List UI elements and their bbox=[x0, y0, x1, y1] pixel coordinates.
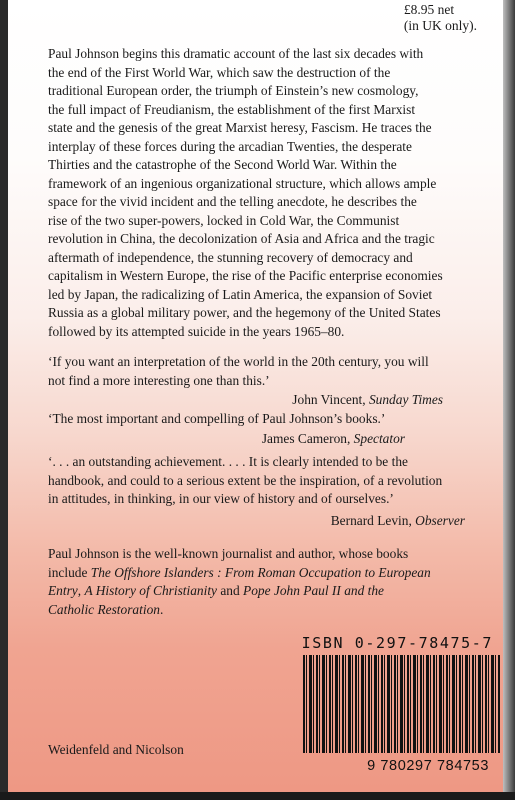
barcode-image bbox=[303, 655, 501, 753]
bio-line bbox=[48, 582, 488, 601]
quote-line: handbook, and could to a serious extent be the inspiration, of a revolution bbox=[48, 472, 443, 488]
price-region: (in UK only). bbox=[403, 18, 477, 33]
book-back-cover bbox=[8, 0, 503, 792]
price-label bbox=[404, 2, 477, 34]
quote-line: ‘The most important and compelling of Paul Johnson’s books.’ bbox=[48, 411, 386, 426]
blurb-line: Thirties and the catastrophe of the Second World War. Within the bbox=[48, 157, 397, 172]
blurb-line: framework of an ingenious organizational structure, which allows ample bbox=[48, 175, 437, 191]
blurb-paragraph bbox=[48, 45, 488, 341]
bio-text: and bbox=[217, 583, 244, 598]
blurb-line: revolution in China, the decolonization of Asia and Africa and the tragic bbox=[48, 231, 435, 246]
isbn-label: ISBN 0-297-78475-7 bbox=[301, 634, 493, 652]
price-amount: £8.95 net bbox=[403, 2, 455, 17]
blurb-line: Russia as a global military power, and the hegemony of the United States bbox=[48, 305, 441, 320]
book-title: The Offshore Islanders : From Roman Occupation to European bbox=[90, 564, 431, 580]
quote-line: not find a more interesting one than this.’ bbox=[48, 372, 270, 388]
blurb-line: interplay of these forces during the arcadian Twenties, the desperate bbox=[48, 138, 412, 154]
book-title: Catholic Restoration bbox=[48, 601, 160, 617]
quote-line: in attitudes, in thinking, in our view of history and of ourselves.’ bbox=[48, 491, 394, 506]
blurb-line: followed by its attempted suicide in the years 1965–80. bbox=[48, 323, 345, 339]
book-edge bbox=[503, 0, 515, 800]
quote-attribution bbox=[262, 430, 405, 448]
blurb-line: the end of the First World War, which saw the destruction of the bbox=[48, 64, 391, 80]
quote-attribution bbox=[292, 391, 443, 409]
quote-author: John Vincent, bbox=[292, 392, 369, 407]
book-title: A History of Christianity bbox=[84, 583, 218, 598]
book-title: Pope John Paul II and the bbox=[243, 583, 384, 598]
quote-source: Sunday Times bbox=[368, 392, 443, 407]
review-quote bbox=[48, 410, 488, 429]
blurb-line: Paul Johnson begins this dramatic account of the last six decades with bbox=[48, 46, 424, 61]
blurb-line: space for the vivid incident and the telling anecdote, he describes the bbox=[48, 194, 417, 209]
quote-author: James Cameron, bbox=[261, 431, 354, 446]
blurb-line: aftermath of independence, the stunning recovery of democracy and bbox=[48, 249, 413, 265]
quote-line: ‘. . . an outstanding achievement. . . . It is clearly intended to be the bbox=[48, 454, 408, 469]
bio-line: Paul Johnson is the well-known journalist and author, whose books bbox=[48, 546, 409, 561]
bio-text: include bbox=[48, 564, 91, 580]
blurb-line: capitalism in Western Europe, the rise of the Pacific enterprise economies bbox=[48, 268, 443, 283]
blurb-line: state and the genesis of the great Marxist heresy, Fascism. He traces the bbox=[48, 120, 432, 135]
book-edge bbox=[0, 792, 515, 800]
quote-source: Spectator bbox=[353, 431, 405, 446]
book-title: Entry bbox=[48, 583, 78, 598]
quote-line: ‘If you want an interpretation of the world in the 20th century, you will bbox=[48, 354, 429, 369]
blurb-line: the full impact of Freudianism, the establishment of the first Marxist bbox=[48, 101, 416, 117]
quote-author: Bernard Levin, bbox=[330, 513, 416, 528]
bio-text: , bbox=[77, 583, 85, 598]
blurb-line: led by Japan, the radicalizing of Latin America, the expansion of Soviet bbox=[48, 286, 433, 302]
bio-line bbox=[48, 601, 488, 620]
blurb-line: rise of the two super-powers, locked in Cold War, the Communist bbox=[48, 212, 400, 228]
quote-attribution bbox=[331, 512, 465, 530]
review-quote bbox=[48, 453, 488, 509]
publisher-name: Weidenfeld and Nicolson bbox=[48, 742, 184, 757]
bio-text: . bbox=[159, 601, 164, 617]
bio-line bbox=[48, 564, 488, 583]
quote-source: Observer bbox=[415, 513, 465, 528]
blurb-line: traditional European order, the triumph of Einstein’s new cosmology, bbox=[48, 83, 419, 98]
barcode-number: 9 780297 784753 bbox=[367, 758, 489, 774]
review-quote bbox=[48, 353, 488, 390]
author-bio bbox=[48, 545, 488, 619]
